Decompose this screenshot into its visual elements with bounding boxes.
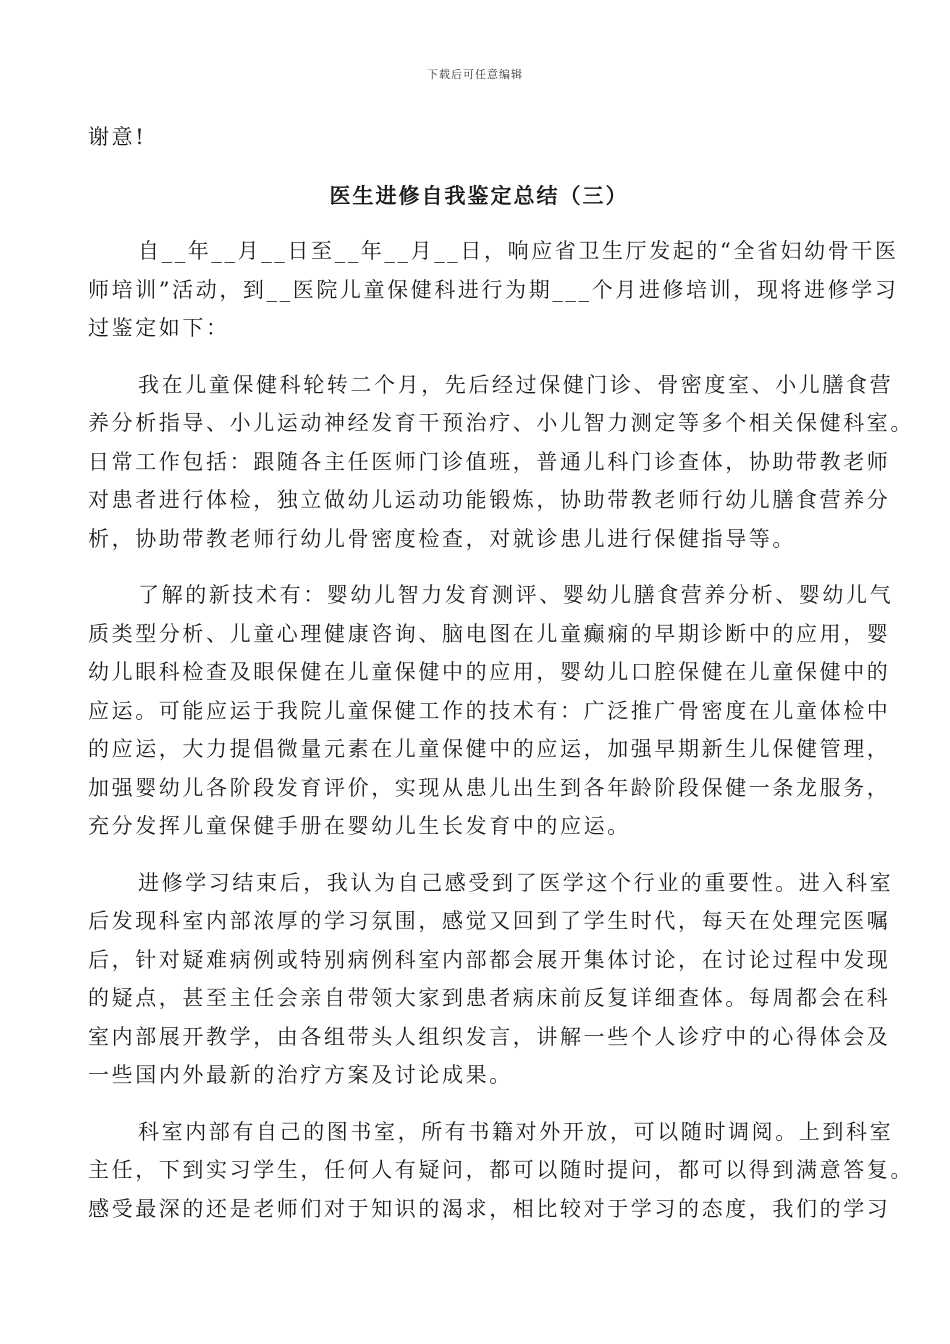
paragraph-line: 对患者进行体检，独立做幼儿运动功能锻炼，协助带教老师行幼儿膳食营养分 <box>88 488 891 512</box>
paragraph-line: 的应运，大力提倡微量元素在儿童保健中的应运，加强早期新生儿保健管理， <box>88 737 891 761</box>
paragraph-line: 感受最深的还是老师们对于知识的渴求，相比较对于学习的态度，我们的学习 <box>88 1196 891 1221</box>
paragraph <box>88 1113 914 1229</box>
paragraph-line: 的疑点，甚至主任会亲自带领大家到患者病床前反复详细查体。每周都会在科 <box>88 986 891 1010</box>
paragraph-line: 了解的新技术有：婴幼儿智力发育测评、婴幼儿膳食营养分析、婴幼儿气 <box>138 583 894 607</box>
paragraph <box>88 366 914 559</box>
paragraph <box>88 576 894 846</box>
paragraph-line: 幼儿眼科检查及眼保健在儿童保健中的应用，婴幼儿口腔保健在儿童保健中的 <box>88 660 891 684</box>
paragraph-line: 后发现科室内部浓厚的学习氛围，感觉又回到了学生时代，每天在处理完医嘱 <box>88 909 891 933</box>
paragraph-line: 室内部展开教学，由各组带头人组织发言，讲解一些个人诊疗中的心得体会及 <box>88 1024 891 1049</box>
paragraph-line: 后，针对疑难病例或特别病例科室内部都会展开集体讨论，在讨论过程中发现 <box>88 947 891 972</box>
paragraph-line: 自__年__月__日至__年__月__日，响应省卫生厅发起的“全省妇幼骨干医 <box>138 239 899 263</box>
paragraph-line: 加强婴幼儿各阶段发育评价，实现从患儿出生到各年龄阶段保健一条龙服务， <box>88 775 891 800</box>
paragraph-line: 科室内部有自己的图书室，所有书籍对外开放，可以随时调阅。上到科室 <box>138 1119 894 1144</box>
paragraph-line: 主任，下到实习学生，任何人有疑问，都可以随时提问，都可以得到满意答复。 <box>88 1158 914 1182</box>
paragraph-line: 我在儿童保健科轮转二个月，先后经过保健门诊、骨密度室、小儿膳食营 <box>138 372 894 397</box>
paragraph <box>88 864 894 1095</box>
paragraph-line: 日常工作包括：跟随各主任医师门诊值班，普通儿科门诊查体，协助带教老师 <box>88 449 891 474</box>
paragraph-line: 过鉴定如下： <box>88 316 230 340</box>
closing-line: 谢意! <box>88 125 147 149</box>
paragraph <box>88 232 899 348</box>
page-header: 下载后可任意编辑 <box>427 68 523 81</box>
paragraph-line: 师培训”活动，到__医院儿童保健科进行为期___个月进修培训，现将进修学习 <box>88 277 899 302</box>
paragraph-line: 析，协助带教老师行幼儿骨密度检查，对就诊患儿进行保健指导等。 <box>88 526 796 551</box>
paragraph-line: 充分发挥儿童保健手册在婴幼儿生长发育中的应运。 <box>88 814 631 838</box>
paragraph-line: 进修学习结束后，我认为自己感受到了医学这个行业的重要性。进入科室 <box>138 870 894 895</box>
document-title: 医生进修自我鉴定总结（三） <box>329 182 629 208</box>
paragraph-line: 一些国内外最新的治疗方案及讨论成果。 <box>88 1063 513 1087</box>
paragraph-line: 养分析指导、小儿运动神经发育干预治疗、小儿智力测定等多个相关保健科室。 <box>88 411 914 435</box>
document-body <box>88 118 914 1246</box>
paragraph-line: 应运。可能应运于我院儿童保健工作的技术有：广泛推广骨密度在儿童体检中 <box>88 698 891 723</box>
paragraph-line: 质类型分析、儿童心理健康咨询、脑电图在儿童癫痫的早期诊断中的应用，婴 <box>88 621 891 646</box>
